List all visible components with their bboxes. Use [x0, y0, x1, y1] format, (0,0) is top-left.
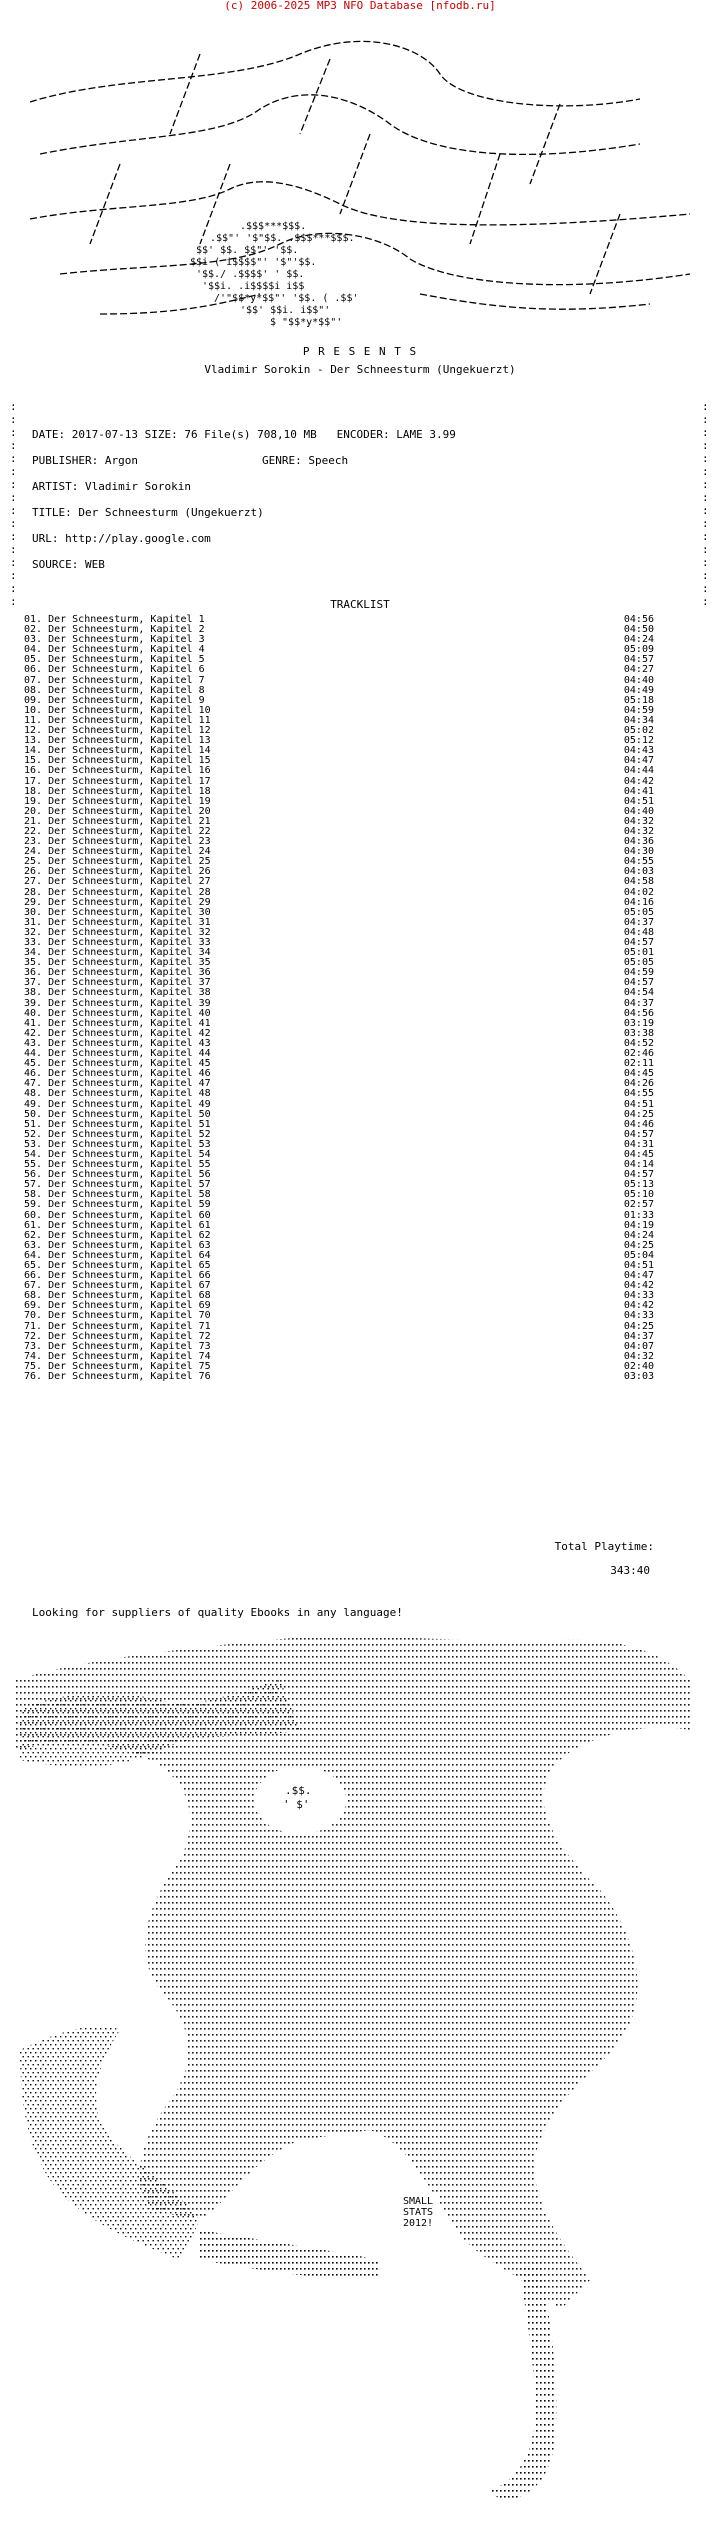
track-title: 24. Der Schneesturm, Kapitel 24 — [24, 846, 211, 858]
svg-text:' $': ' $' — [283, 1798, 310, 1811]
track-duration: 04:45 — [623, 1148, 654, 1160]
track-title: 29. Der Schneesturm, Kapitel 29 — [24, 896, 211, 908]
svg-text:.$$"' '$"$$. .$$$***$$$.: .$$"' '$"$$. .$$$***$$$. — [210, 233, 355, 244]
track-title: 69. Der Schneesturm, Kapitel 69 — [24, 1300, 211, 1312]
svg-text:$ "$$*y*$$"': $ "$$*y*$$"' — [270, 317, 343, 328]
track-title: 02. Der Schneesturm, Kapitel 2 — [24, 624, 205, 636]
track-row — [24, 766, 654, 776]
track-title: 33. Der Schneesturm, Kapitel 33 — [24, 937, 211, 948]
track-duration: 03:38 — [623, 1027, 654, 1039]
track-duration: 02:57 — [623, 1199, 654, 1211]
track-duration: 04:47 — [623, 755, 654, 767]
track-title: 03. Der Schneesturm, Kapitel 3 — [24, 634, 205, 646]
svg-text:/'"$$*y*$$"' '$$. ( .$$': /'"$$*y*$$"' '$$. ( .$$' — [214, 293, 359, 304]
track-duration: 01:33 — [623, 1209, 654, 1221]
track-title: 19. Der Schneesturm, Kapitel 19 — [24, 795, 211, 807]
track-title: 20. Der Schneesturm, Kapitel 20 — [24, 805, 211, 817]
track-duration: 04:44 — [623, 765, 654, 777]
track-duration: 04:37 — [623, 916, 654, 928]
track-title: 52. Der Schneesturm, Kapitel 52 — [24, 1128, 211, 1140]
track-title: 14. Der Schneesturm, Kapitel 14 — [24, 745, 211, 757]
track-title: 76. Der Schneesturm, Kapitel 76 — [24, 1371, 211, 1383]
total-playtime-value: 343:40 — [610, 1564, 650, 1577]
track-title: 75. Der Schneesturm, Kapitel 75 — [24, 1360, 211, 1372]
track-duration: 04:45 — [623, 1068, 654, 1080]
track-duration: 04:40 — [623, 674, 654, 686]
copyright-header: (c) 2006-2025 MP3 NFO Database [nfodb.ru] — [224, 0, 496, 12]
track-title: 49. Der Schneesturm, Kapitel 49 — [24, 1098, 211, 1110]
suppliers-notice: Looking for suppliers of quality Ebooks in any language! — [32, 1606, 403, 1619]
track-title: 08. Der Schneesturm, Kapitel 8 — [24, 684, 205, 696]
track-duration: 04:57 — [623, 937, 654, 948]
frame-border-right: : : : : : : : : : : : : : : : : — [702, 400, 709, 608]
svg-text:.$$$***$$$.: .$$$***$$$. — [240, 221, 307, 232]
track-duration: 04:59 — [623, 967, 654, 979]
track-title: 35. Der Schneesturm, Kapitel 35 — [24, 957, 211, 969]
track-duration: 04:36 — [623, 836, 654, 848]
track-duration: 04:34 — [623, 714, 654, 726]
track-title: 22. Der Schneesturm, Kapitel 22 — [24, 825, 211, 837]
artist-line: ARTIST: Vladimir Sorokin — [32, 480, 191, 493]
track-duration: 04:57 — [623, 654, 654, 666]
track-title: 39. Der Schneesturm, Kapitel 39 — [24, 997, 211, 1009]
track-duration: 04:54 — [623, 987, 654, 999]
track-duration: 04:51 — [623, 1098, 654, 1110]
track-title: 43. Der Schneesturm, Kapitel 43 — [24, 1037, 211, 1049]
title-line: TITLE: Der Schneesturm (Ungekuerzt) — [32, 506, 264, 519]
track-duration: 05:10 — [623, 1189, 654, 1201]
track-title: 60. Der Schneesturm, Kapitel 60 — [24, 1209, 211, 1221]
frame-border-left: : : : : : : : : : : : : : : : : — [10, 400, 17, 608]
track-title: 70. Der Schneesturm, Kapitel 70 — [24, 1310, 211, 1322]
track-duration: 04:42 — [623, 775, 654, 787]
publisher-line — [32, 454, 138, 467]
svg-text:.$$.: .$$. — [285, 1784, 312, 1797]
track-duration: 04:56 — [623, 1007, 654, 1019]
track-title: 12. Der Schneesturm, Kapitel 12 — [24, 725, 211, 737]
track-title: 05. Der Schneesturm, Kapitel 5 — [24, 654, 205, 666]
track-duration: 04:32 — [623, 825, 654, 837]
track-title: 65. Der Schneesturm, Kapitel 65 — [24, 1260, 211, 1271]
track-title: 07. Der Schneesturm, Kapitel 7 — [24, 674, 205, 686]
bottom-ascii-art-illustration — [0, 1620, 720, 2520]
track-title: 30. Der Schneesturm, Kapitel 30 — [24, 906, 211, 918]
track-duration: 04:55 — [623, 1088, 654, 1100]
track-duration: 04:14 — [623, 1159, 654, 1171]
track-duration: 05:13 — [623, 1179, 654, 1191]
svg-text:'$$./ .$$$$' ' $$: '$$./ .$$$$' ' $$. — [196, 269, 305, 280]
track-title: 67. Der Schneesturm, Kapitel 67 — [24, 1280, 211, 1292]
track-duration: 05:12 — [623, 735, 654, 747]
track-duration: 04:33 — [623, 1310, 654, 1322]
track-title: 10. Der Schneesturm, Kapitel 10 — [24, 704, 211, 716]
track-duration: 04:48 — [623, 926, 654, 938]
track-title: 21. Der Schneesturm, Kapitel 21 — [24, 815, 211, 827]
track-duration: 05:18 — [623, 694, 654, 706]
track-duration: 04:37 — [623, 1330, 654, 1342]
track-title: 71. Der Schneesturm, Kapitel 71 — [24, 1320, 211, 1332]
track-title: 27. Der Schneesturm, Kapitel 27 — [24, 876, 211, 888]
total-playtime-label: Total Playtime: — [554, 1540, 654, 1553]
publisher-value: Argon — [104, 454, 138, 467]
track-title: 58. Der Schneesturm, Kapitel 58 — [24, 1189, 211, 1201]
track-title: 68. Der Schneesturm, Kapitel 68 — [24, 1290, 211, 1302]
track-duration: 04:59 — [623, 704, 654, 716]
genre-line — [262, 454, 348, 467]
track-title: 01. Der Schneesturm, Kapitel 1 — [24, 614, 205, 625]
track-duration: 04:58 — [623, 876, 654, 888]
track-duration: 04:42 — [623, 1280, 654, 1292]
track-duration: 04:24 — [623, 1229, 654, 1241]
track-duration: 04:31 — [623, 1138, 654, 1150]
svg-text:$$i ( i$$$$"' '$"'$$.: $$i ( i$$$$"' '$"'$$. — [190, 257, 317, 268]
date-size-encoder-line: DATE: 2017-07-13 SIZE: 76 File(s) 708,10 MB ENCODER: LAME 3.99 — [32, 428, 456, 441]
track-duration: 04:25 — [623, 1239, 654, 1251]
track-duration: 02:11 — [623, 1058, 654, 1070]
track-title: 15. Der Schneesturm, Kapitel 15 — [24, 755, 211, 767]
tracklist — [24, 615, 654, 1382]
track-title: 42. Der Schneesturm, Kapitel 42 — [24, 1027, 211, 1039]
track-title: 23. Der Schneesturm, Kapitel 23 — [24, 836, 211, 848]
track-duration: 04:52 — [623, 1037, 654, 1049]
track-duration: 05:01 — [623, 947, 654, 959]
track-duration: 04:42 — [623, 1300, 654, 1312]
track-duration: 04:41 — [623, 785, 654, 797]
track-title: 59. Der Schneesturm, Kapitel 59 — [24, 1199, 211, 1211]
stats-line: SMALL — [402, 2196, 434, 2207]
track-title: 54. Der Schneesturm, Kapitel 54 — [24, 1148, 211, 1160]
track-title: 72. Der Schneesturm, Kapitel 72 — [24, 1330, 211, 1342]
track-title: 18. Der Schneesturm, Kapitel 18 — [24, 785, 211, 797]
track-duration: 04:56 — [623, 614, 654, 625]
track-title: 40. Der Schneesturm, Kapitel 40 — [24, 1007, 211, 1019]
track-title: 48. Der Schneesturm, Kapitel 48 — [24, 1088, 211, 1100]
track-title: 25. Der Schneesturm, Kapitel 25 — [24, 856, 211, 868]
track-duration: 05:04 — [623, 1249, 654, 1261]
group-logo-ascii-art — [0, 14, 720, 349]
track-duration: 04:02 — [623, 886, 654, 898]
track-duration: 03:19 — [623, 1017, 654, 1029]
track-title: 50. Der Schneesturm, Kapitel 50 — [24, 1108, 211, 1120]
track-title: 51. Der Schneesturm, Kapitel 51 — [24, 1118, 211, 1130]
track-duration: 04:16 — [623, 896, 654, 908]
track-title: 61. Der Schneesturm, Kapitel 61 — [24, 1219, 211, 1231]
presents-heading: P R E S E N T S — [302, 345, 418, 358]
track-duration: 05:09 — [623, 644, 654, 656]
track-title: 06. Der Schneesturm, Kapitel 6 — [24, 664, 205, 676]
track-duration: 04:57 — [623, 1169, 654, 1181]
track-title: 17. Der Schneesturm, Kapitel 17 — [24, 775, 211, 787]
track-duration: 05:05 — [623, 957, 654, 969]
track-title: 26. Der Schneesturm, Kapitel 26 — [24, 866, 211, 878]
stats-line: 2012! — [402, 2218, 434, 2229]
track-title: 53. Der Schneesturm, Kapitel 53 — [24, 1138, 211, 1150]
track-duration: 04:25 — [623, 1320, 654, 1332]
track-duration: 04:40 — [623, 805, 654, 817]
track-title: 32. Der Schneesturm, Kapitel 32 — [24, 926, 211, 938]
svg-text:'$$i. .i$$$$i i$: '$$i. .i$$$$i i$$ — [202, 281, 305, 292]
track-title: 41. Der Schneesturm, Kapitel 41 — [24, 1017, 211, 1029]
track-title: 34. Der Schneesturm, Kapitel 34 — [24, 947, 211, 959]
track-title: 45. Der Schneesturm, Kapitel 45 — [24, 1058, 211, 1070]
track-duration: 04:24 — [623, 634, 654, 646]
release-title: Vladimir Sorokin - Der Schneesturm (Ungekuerzt) — [204, 363, 516, 376]
publisher-label: PUBLISHER: — [32, 454, 99, 467]
genre-value: Speech — [308, 454, 349, 467]
track-title: 37. Der Schneesturm, Kapitel 37 — [24, 977, 211, 989]
track-duration: 02:40 — [623, 1360, 654, 1372]
track-duration: 04:50 — [623, 624, 654, 636]
track-title: 04. Der Schneesturm, Kapitel 4 — [24, 644, 205, 656]
genre-label: GENRE: — [262, 454, 302, 467]
track-duration: 04:32 — [623, 1350, 654, 1362]
svg-text:'$$' $$i. i$$"': '$$' $$i. i$$"' — [240, 305, 331, 316]
track-duration: 04:26 — [623, 1078, 654, 1090]
track-title: 44. Der Schneesturm, Kapitel 44 — [24, 1048, 211, 1060]
tracklist-heading: TRACKLIST — [330, 598, 390, 611]
track-duration: 04:49 — [623, 684, 654, 696]
track-duration: 04:57 — [623, 1128, 654, 1140]
track-title: 64. Der Schneesturm, Kapitel 64 — [24, 1249, 211, 1261]
track-duration: 04:32 — [623, 815, 654, 827]
track-title: 57. Der Schneesturm, Kapitel 57 — [24, 1179, 211, 1191]
track-title: 47. Der Schneesturm, Kapitel 47 — [24, 1078, 211, 1090]
track-duration: 04:30 — [623, 846, 654, 858]
track-title: 38. Der Schneesturm, Kapitel 38 — [24, 987, 211, 999]
track-title: 73. Der Schneesturm, Kapitel 73 — [24, 1340, 211, 1352]
svg-text:$$' $$. $$"' '$$.: $$' $$. $$"' '$$. — [196, 245, 299, 256]
track-title: 56. Der Schneesturm, Kapitel 56 — [24, 1169, 211, 1181]
track-duration: 04:19 — [623, 1219, 654, 1231]
track-title: 62. Der Schneesturm, Kapitel 62 — [24, 1229, 211, 1241]
track-duration: 04:33 — [623, 1290, 654, 1302]
track-title: 13. Der Schneesturm, Kapitel 13 — [24, 735, 211, 747]
track-duration: 04:55 — [623, 856, 654, 868]
track-title: 09. Der Schneesturm, Kapitel 9 — [24, 694, 205, 706]
track-duration: 04:51 — [623, 795, 654, 807]
track-duration: 04:57 — [623, 977, 654, 989]
track-duration: 05:05 — [623, 906, 654, 918]
track-title: 66. Der Schneesturm, Kapitel 66 — [24, 1270, 211, 1282]
track-duration: 04:43 — [623, 745, 654, 757]
track-duration: 04:25 — [623, 1108, 654, 1120]
track-duration: 04:03 — [623, 866, 654, 878]
track-duration: 04:47 — [623, 1270, 654, 1282]
track-title: 63. Der Schneesturm, Kapitel 63 — [24, 1239, 211, 1251]
track-row — [24, 1372, 654, 1382]
track-title: 36. Der Schneesturm, Kapitel 36 — [24, 967, 211, 979]
small-stats-box — [396, 2196, 440, 2229]
source-line: SOURCE: WEB — [32, 558, 105, 571]
url-line: URL: http://play.google.com — [32, 532, 211, 545]
track-duration: 04:51 — [623, 1260, 654, 1271]
track-duration: 04:07 — [623, 1340, 654, 1352]
track-duration: 04:37 — [623, 997, 654, 1009]
track-duration: 02:46 — [623, 1048, 654, 1060]
track-duration: 05:02 — [623, 725, 654, 737]
track-duration: 03:03 — [623, 1371, 654, 1383]
track-title: 74. Der Schneesturm, Kapitel 74 — [24, 1350, 211, 1362]
track-title: 11. Der Schneesturm, Kapitel 11 — [24, 714, 211, 726]
track-title: 28. Der Schneesturm, Kapitel 28 — [24, 886, 211, 898]
track-title: 46. Der Schneesturm, Kapitel 46 — [24, 1068, 211, 1080]
track-title: 31. Der Schneesturm, Kapitel 31 — [24, 916, 211, 928]
track-duration: 04:27 — [623, 664, 654, 676]
stats-line: STATS — [402, 2207, 434, 2218]
track-title: 16. Der Schneesturm, Kapitel 16 — [24, 765, 211, 777]
track-title: 55. Der Schneesturm, Kapitel 55 — [24, 1159, 211, 1171]
track-duration: 04:46 — [623, 1118, 654, 1130]
track-row — [24, 1089, 654, 1099]
